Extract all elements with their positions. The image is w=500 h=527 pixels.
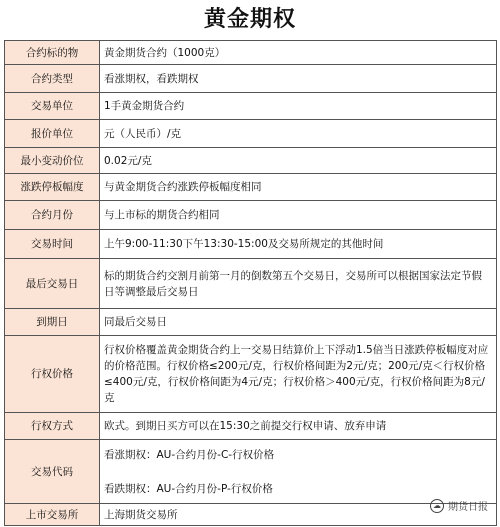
row-key: 报价单位 [5, 120, 100, 148]
row-value: 欧式。到期日买方可以在15:30之前提交行权申请、放弃申请 [100, 413, 497, 440]
row-key: 行权价格 [5, 336, 100, 413]
row-key: 合约月份 [5, 201, 100, 230]
row-key: 行权方式 [5, 413, 100, 440]
row-key: 最后交易日 [5, 259, 100, 309]
watermark [430, 498, 488, 513]
table-row [5, 259, 497, 309]
row-key: 交易代码 [5, 440, 100, 504]
row-key: 到期日 [5, 309, 100, 336]
row-key: 合约类型 [5, 65, 100, 93]
row-value: 0.02元/克 [100, 148, 497, 174]
table-row [5, 148, 497, 174]
row-key: 涨跌停板幅度 [5, 174, 100, 201]
table-row [5, 65, 497, 93]
row-value: 元（人民币）/克 [100, 120, 497, 148]
table-row [5, 336, 497, 413]
row-key: 最小变动价位 [5, 148, 100, 174]
table-row [5, 120, 497, 148]
row-key: 交易时间 [5, 230, 100, 259]
row-key: 上市交易所 [5, 504, 100, 526]
row-value: 与上市标的期货合约相同 [100, 201, 497, 230]
row-value: 上午9:00-11:30下午13:30-15:00及交易所规定的其他时间 [100, 230, 497, 259]
put-option-code: 看跌期权：AU-合约月份-P-行权价格 [104, 482, 273, 495]
watermark-text: 期货日报 [448, 502, 488, 513]
row-value: 黄金期货合约（1000克） [100, 41, 497, 65]
row-value: 上海期货交易所 [100, 504, 497, 526]
contract-spec-table [4, 40, 497, 526]
table-row [5, 413, 497, 440]
row-value: 行权价格覆盖黄金期货合约上一交易日结算价上下浮动1.5倍当日涨跌停板幅度对应的价格范围。行权价格≤200元/克，行权价格间距为2元/克；200元/克＜行权价格≤400元/克，行权价格间距为4元/克；行权价格＞400元/克，行权价格间距为8元/克 [100, 336, 497, 413]
row-value: 1手黄金期货合约 [100, 93, 497, 120]
row-key: 合约标的物 [5, 41, 100, 65]
table-row [5, 174, 497, 201]
page-title: 黄金期权 [203, 7, 296, 32]
table-row [5, 440, 497, 504]
table-row [5, 93, 497, 120]
row-value [100, 440, 497, 504]
row-value: 看涨期权，看跌期权 [100, 65, 497, 93]
row-value: 标的期货合约交割月前第一月的倒数第五个交易日，交易所可以根据国家法定节假日等调整最后交易日 [100, 259, 497, 309]
table-row [5, 309, 497, 336]
table-row [5, 201, 497, 230]
row-key: 交易单位 [5, 93, 100, 120]
table-row [5, 504, 497, 526]
row-value: 同最后交易日 [100, 309, 497, 336]
table-row [5, 41, 497, 65]
row-value: 与黄金期货合约涨跌停板幅度相同 [100, 174, 497, 201]
wechat-icon: ☁ [430, 499, 444, 513]
table-row [5, 230, 497, 259]
call-option-code: 看涨期权：AU-合约月份-C-行权价格 [104, 448, 275, 461]
